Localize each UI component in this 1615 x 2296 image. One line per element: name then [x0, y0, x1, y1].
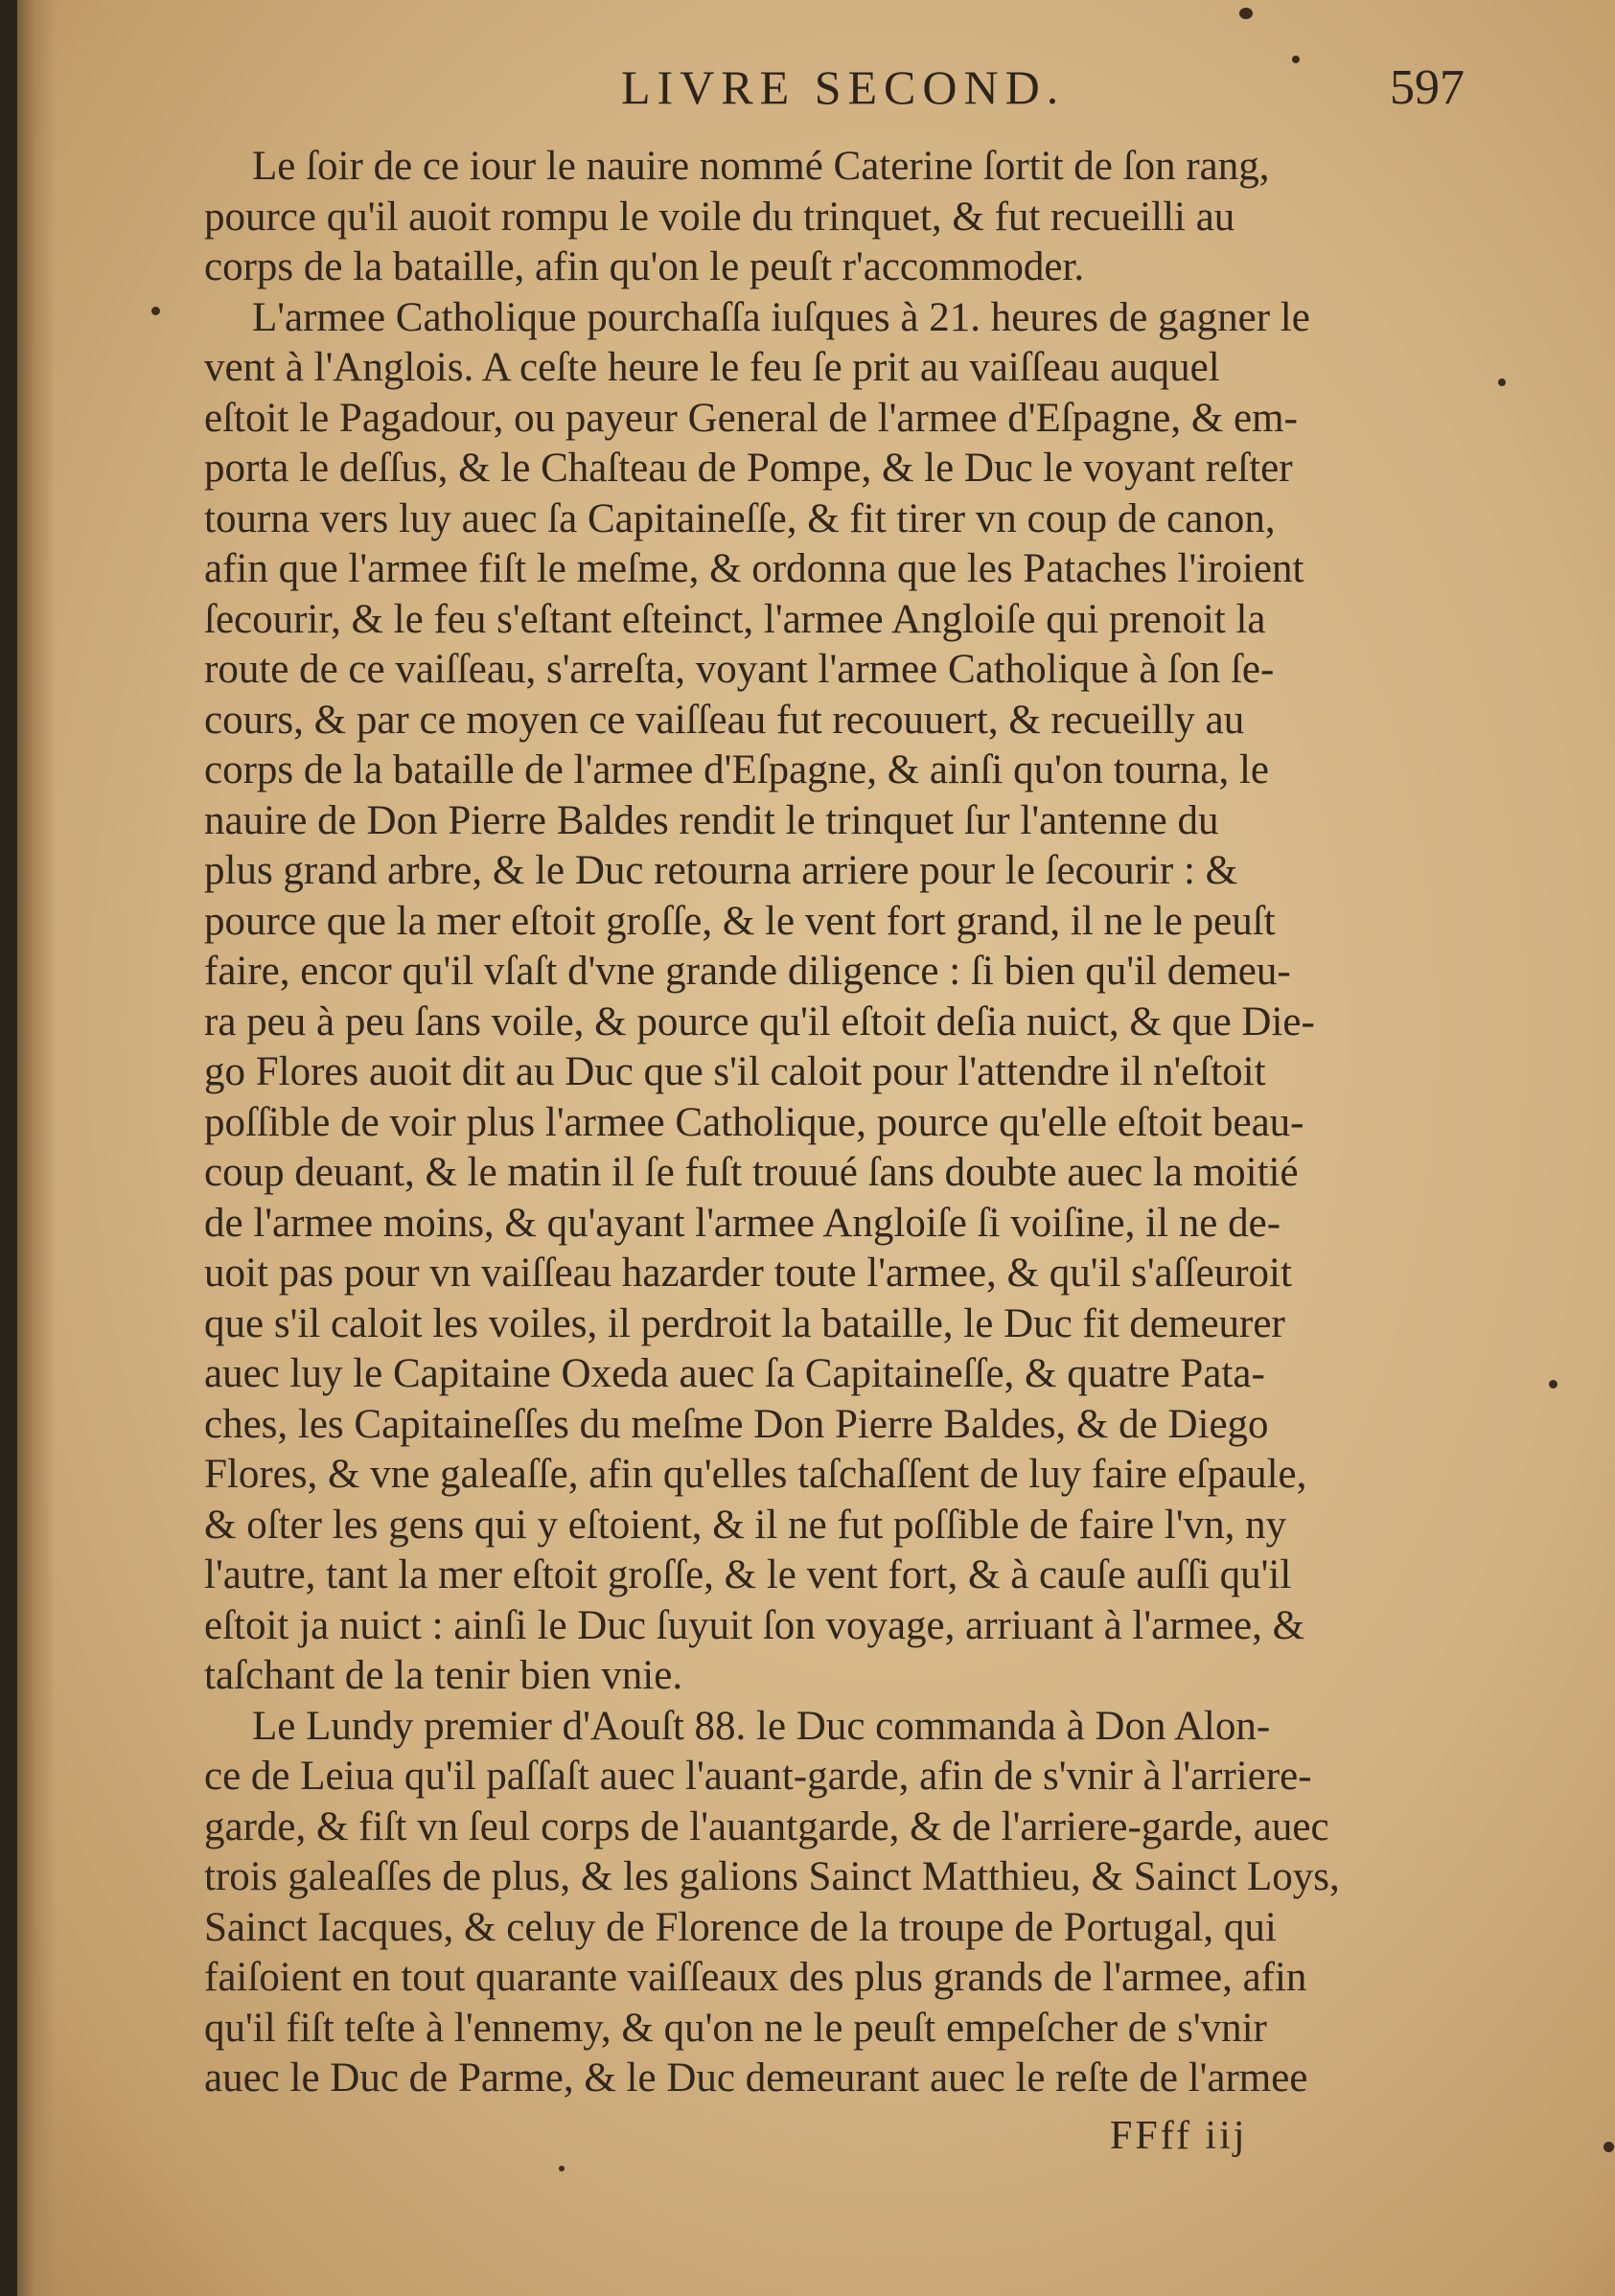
- text-line: eſtoit le Pagadour, ou payeur General de l'armee d'Eſpagne, & em-: [204, 395, 1298, 441]
- text-line: L'armee Catholique pourchaſſa iuſques à 21. heures de gagner le: [252, 294, 1310, 340]
- text-line: corps de la bataille de l'armee d'Eſpagne, & ainſi qu'on tourna, le: [204, 747, 1269, 792]
- book-page: [17, 0, 1615, 2296]
- text-line: l'autre, tant la mer eſtoit groſſe, & le vent fort, & à cauſe auſſi qu'il: [204, 1552, 1292, 1597]
- ink-speck: [1603, 2142, 1614, 2152]
- text-line: auec luy le Capitaine Oxeda auec ſa Capitaineſſe, & quatre Pata-: [204, 1351, 1265, 1396]
- book-title: LIVRE SECOND.: [621, 60, 1066, 114]
- text-line: faiſoient en tout quarante vaiſſeaux des plus grands de l'armee, afin: [204, 1955, 1307, 2000]
- text-line: auec le Duc de Parme, & le Duc demeurant auec le reſte de l'armee: [204, 2055, 1308, 2101]
- text-line: porta le deſſus, & le Chaſteau de Pompe, & le Duc le voyant reſter: [204, 446, 1293, 491]
- ink-speck: [1239, 8, 1253, 19]
- text-line: taſchant de la tenir bien vnie.: [204, 1653, 683, 1698]
- text-line: plus grand arbre, & le Duc retourna arriere pour le ſecourir : &: [204, 848, 1238, 893]
- body-text: [204, 142, 1479, 2104]
- text-line: Le Lundy premier d'Aouſt 88. le Duc commanda à Don Alon-: [252, 1703, 1271, 1749]
- text-line: afin que l'armee fiſt le meſme, & ordonna que les Pataches l'iroient: [204, 546, 1304, 591]
- ink-speck: [151, 307, 160, 315]
- text-line: de l'armee moins, & qu'ayant l'armee Angloiſe ſi voiſine, il ne de-: [204, 1200, 1281, 1246]
- text-line: que s'il caloit les voiles, il perdroit la bataille, le Duc fit demeurer: [204, 1300, 1285, 1346]
- text-line: faire, encor qu'il vſaſt d'vne grande diligence : ſi bien qu'il demeu-: [204, 949, 1291, 994]
- text-line: & oſter les gens qui y eſtoient, & il ne fut poſſible de faire l'vn, ny: [204, 1502, 1287, 1548]
- text-line: route de ce vaiſſeau, s'arreſta, voyant l'armee Catholique à ſon ſe-: [204, 647, 1275, 692]
- signature-mark: FFff iij: [1110, 2114, 1248, 2158]
- text-line: eſtoit ja nuict : ainſi le Duc ſuyuit ſon voyage, arriuant à l'armee, &: [204, 1602, 1305, 1648]
- text-line: Sainct Iacques, & celuy de Florence de la troupe de Portugal, qui: [204, 1904, 1277, 1950]
- ink-speck: [1292, 56, 1300, 63]
- text-line: trois galeaſſes de plus, & les galions Sainct Matthieu, & Sainct Loys,: [204, 1854, 1340, 1899]
- text-line: tourna vers luy auec ſa Capitaineſſe, & fit tirer vn coup de canon,: [204, 495, 1276, 541]
- text-line: coup deuant, & le matin il ſe fuſt trouué ſans doubte auec la moitié: [204, 1150, 1299, 1195]
- text-line: poſſible de voir plus l'armee Catholique, pource qu'elle eſtoit beau-: [204, 1099, 1304, 1145]
- text-line: Le ſoir de ce iour le nauire nommé Caterine ſortit de ſon rang,: [252, 144, 1270, 189]
- text-line: pource qu'il auoit rompu le voile du trinquet, & fut recueilli au: [204, 194, 1235, 240]
- text-line: go Flores auoit dit au Duc que s'il caloit pour l'attendre il n'eſtoit: [204, 1049, 1266, 1094]
- page-gutter-shadow: [17, 0, 56, 2296]
- text-line: ſecourir, & le feu s'eſtant eſteinct, l'armee Angloiſe qui prenoit la: [204, 596, 1266, 642]
- ink-speck: [559, 2166, 565, 2171]
- text-line: ches, les Capitaineſſes du meſme Don Pierre Baldes, & de Diego: [204, 1401, 1269, 1447]
- text-line: ra peu à peu ſans voile, & pource qu'il eſtoit deſia nuict, & que Die-: [204, 999, 1315, 1045]
- text-line: corps de la bataille, afin qu'on le peuſt r'accommoder.: [204, 244, 1085, 289]
- running-head: [161, 59, 1465, 126]
- text-line: ce de Leiua qu'il paſſaſt auec l'auant-garde, afin de s'vnir à l'arriere-: [204, 1754, 1312, 1799]
- text-line: cours, & par ce moyen ce vaiſſeau fut recouuert, & recueilly au: [204, 697, 1245, 743]
- text-line: vent à l'Anglois. A ceſte heure le feu ſe prit au vaiſſeau auquel: [204, 345, 1220, 390]
- text-line: Flores, & vne galeaſſe, afin qu'elles taſchaſſent de luy faire eſpaule,: [204, 1452, 1307, 1497]
- text-line: qu'il fiſt teſte à l'ennemy, & qu'on ne le peuſt empeſcher de s'vnir: [204, 2005, 1267, 2051]
- page-number: 597: [1390, 60, 1465, 115]
- ink-speck: [1549, 1380, 1557, 1389]
- text-line: uoit pas pour vn vaiſſeau hazarder toute l'armee, & qu'il s'aſſeuroit: [204, 1251, 1292, 1296]
- text-line: nauire de Don Pierre Baldes rendit le trinquet ſur l'antenne du: [204, 797, 1219, 843]
- text-line: pource que la mer eſtoit groſſe, & le vent fort grand, il ne le peuſt: [204, 898, 1276, 944]
- ink-speck: [1498, 379, 1506, 386]
- text-line: garde, & fiſt vn ſeul corps de l'auantgarde, & de l'arriere-garde, auec: [204, 1803, 1329, 1849]
